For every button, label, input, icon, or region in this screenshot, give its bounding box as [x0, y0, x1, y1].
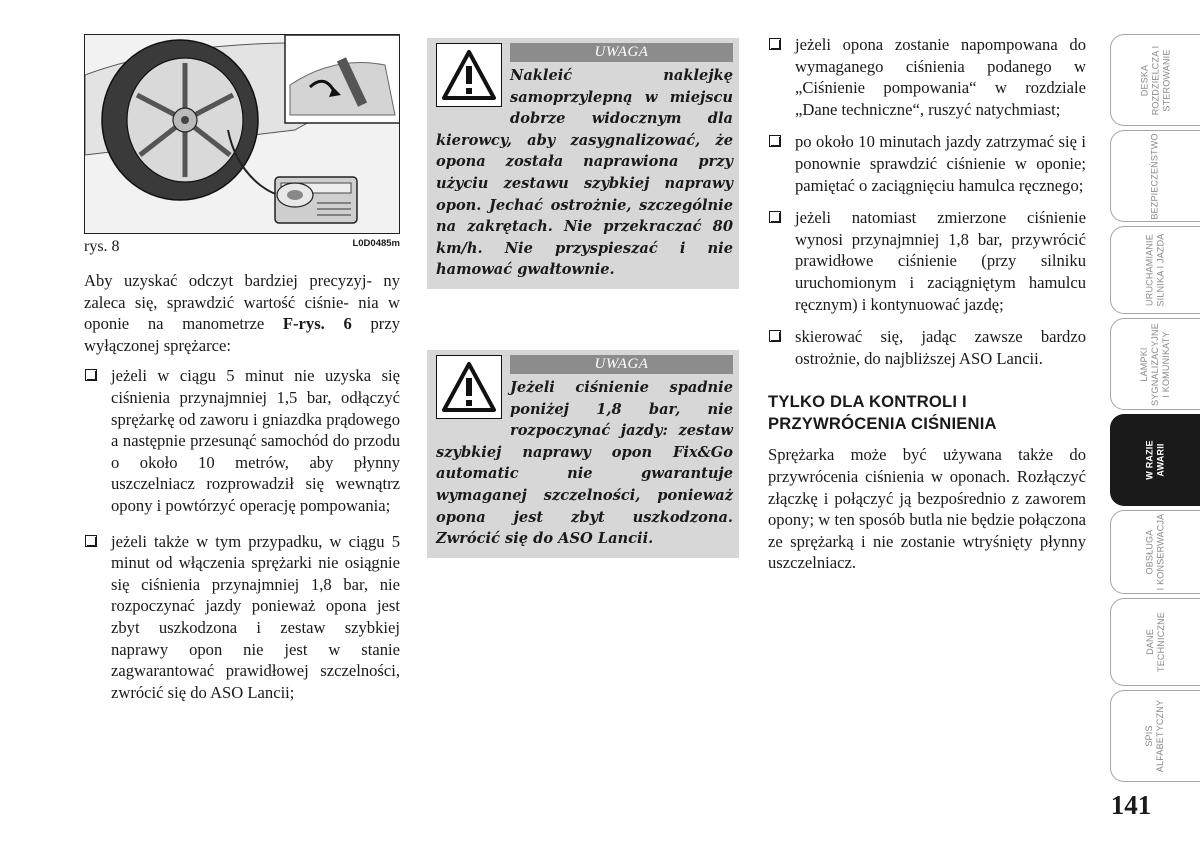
checkbox-bullet-icon — [85, 535, 97, 547]
list-item: jeżeli natomiast zmierzone ciśnienie wynosi przynajmniej 1,8 bar, przywrócić prawidłowe ciśnienie (przy silniku uruchomionym i zaciągniętym hamulcu ręcznym) i kontynuować jazdę; — [768, 207, 1086, 315]
intro-paragraph: Aby uzyskać odczyt bardziej precyzyj- ny zaleca się, sprawdzić wartość ciśnie- nia w oponie na manometrze F-rys. 6 przy wyłączonej sprężarce: — [84, 271, 400, 355]
tab-uruchamianie[interactable]: URUCHAMIANIE SILNIKA I JAZDA — [1110, 226, 1200, 314]
list-item: po około 10 minutach jazdy zatrzymać się i ponownie sprawdzić ciśnienie w oponie; pamiętać o zaciągnięciu hamulca ręcznego; — [768, 131, 1086, 196]
checkbox-bullet-icon — [769, 135, 781, 147]
figure-code: L0D0485m — [352, 238, 400, 250]
list-item: skierować się, jadąc zawsze bardzo ostrożnie, do najbliższej ASO Lancii. — [768, 326, 1086, 369]
section-paragraph: Sprężarka może być używana także do przywrócenia ciśnienia w oponach. Rozłączyć złączkę i połączyć ją bezpośrednio z zaworem opony; w ten sposób butla nie będzie połączona ze sprężarką i nie zostanie wtryśnięty płynny uszczelniacz. — [768, 445, 1086, 573]
figure-reference: F-rys. 6 — [282, 314, 352, 334]
warning-text: Nakleić naklejkę samoprzylepną w miejscu dobrze widocznym dla kierowcy, aby zasygnalizować, że opona została naprawiona przy użyciu zestawu szybkiej naprawy opon. Jechać ostrożnie, szczególnie na zakrętach. Nie przekraczać 80 km/h. Nie przyspieszać i nie hamować gwałtownie. — [436, 67, 733, 279]
warning-box — [427, 38, 739, 289]
warning-title: UWAGA — [510, 43, 733, 62]
tab-w-razie-awarii[interactable]: W RAZIE AWARII — [1110, 414, 1200, 506]
left-column — [84, 34, 400, 703]
right-bullet-list — [768, 34, 1086, 369]
warning-box — [427, 350, 739, 558]
checkbox-bullet-icon — [769, 211, 781, 223]
list-item: jeżeli w ciągu 5 minut nie uzyska się ciśnienia przynajmniej 1,5 bar, odłączyć sprężarkę od zaworu i gniazdka prądowego a następnie przesunąć samochód do przodu o około 10 metrów, aby płynny uszczelniacz rozprowadził się wewnątrz opony i powtórzyć operację pompowania; — [84, 365, 400, 516]
tire-compressor-illustration — [85, 35, 400, 234]
tab-lampki-sygnalizacyjne[interactable]: LAMPKI SYGNALIZACYJNE I KOMUNIKATY — [1110, 318, 1200, 410]
page-number: 141 — [1110, 790, 1152, 820]
list-item: jeżeli także w tym przypadku, w ciągu 5 minut od włączenia sprężarki nie osiągnie się ciśnienia przynajmniej 1,8 bar, nie rozpoczynać jazdy ponieważ opona jest zbyt uszkodzona i zestaw szybkiej naprawy opon nie jest w stanie zagwarantować prawidłowej szczelności, zwrócić się do ASO Lancii; — [84, 531, 400, 704]
warning-triangle-icon — [436, 43, 502, 107]
tab-deska-rozdzielcza[interactable]: DESKA ROZDZIELCZA I STEROWANIE — [1110, 34, 1200, 126]
section-title: TYLKO DLA KONTROLI I PRZYWRÓCENIA CIŚNIENIA — [768, 392, 997, 434]
warning-title: UWAGA — [510, 355, 733, 374]
tab-obsluga[interactable]: OBSŁUGA I KONSERWACJA — [1110, 510, 1200, 594]
tab-spis-alfabetyczny[interactable]: SPIS ALFABETYCZNY — [1110, 690, 1200, 782]
tab-bezpieczenstwo[interactable]: BEZPIECZEŃSTWO — [1110, 130, 1200, 222]
checkbox-bullet-icon — [769, 38, 781, 50]
warning-triangle-icon — [436, 355, 502, 419]
checkbox-bullet-icon — [85, 369, 97, 381]
figure-tire-compressor — [84, 34, 400, 234]
list-item: jeżeli opona zostanie napompowana do wymaganego ciśnienia podanego w „Ciśnienie pompowania“ w rozdziale „Dane techniczne“, ruszyć natychmiast; — [768, 34, 1086, 120]
left-bullet-list — [84, 365, 400, 703]
right-column — [768, 34, 1086, 574]
figure-caption: rys. 8 — [84, 238, 120, 256]
tab-dane-techniczne[interactable]: DANE TECHNICZNE — [1110, 598, 1200, 686]
figure-meta — [84, 234, 400, 258]
warning-text: Jeżeli ciśnienie spadnie poniżej 1,8 bar, nie rozpoczynać jazdy: zestaw szybkiej naprawy opon Fix&Go automatic nie gwarantuje wymaganej szczelności, ponieważ opona jest zbyt uszkodzona. Zwrócić się do ASO Lancii. — [436, 379, 733, 548]
checkbox-bullet-icon — [769, 330, 781, 342]
